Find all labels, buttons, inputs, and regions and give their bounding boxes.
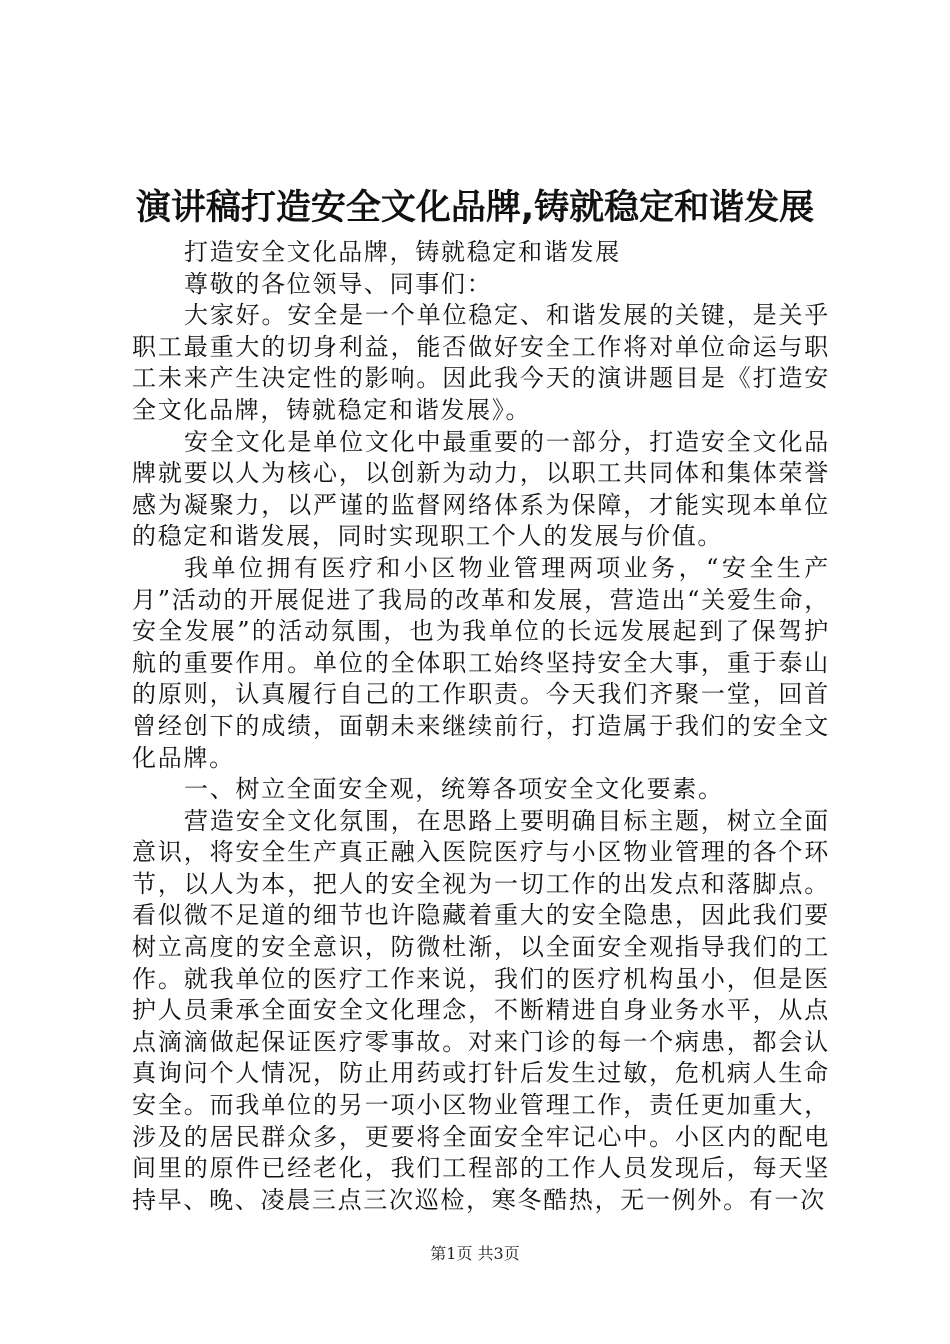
- body-paragraph-salutation: 尊敬的各位领导、同事们：: [184, 269, 493, 298]
- body-paragraph-subtitle: 打造安全文化品牌，铸就稳定和谐发展: [184, 238, 621, 266]
- document-title: 演讲稿打造安全文化品牌,铸就稳定和谐发展: [135, 188, 815, 228]
- page-number-footer: 第1页 共3页: [430, 1244, 520, 1263]
- body-paragraph: 营造安全文化氛围，在思路上要明确目标主题，树立全面意识，将安全生产真正融入医院医疗与小区物业管理的各个环节，以人为本，把人的安全视为一切工作的出发点和落脚点。看似微不足道的细节也许隐藏着重大的安全隐患，因此我们要树立高度的安全意识，防微杜渐，以全面安全观指导我们的工作。就我单位的医疗工作来说，我们的医疗机构虽小，但是医护人员秉承全面安全文化理念，不断精进自身业务水平，从点点滴滴做起保证医疗零事故。对来门诊的每一个病患，都会认真询问个人情况，防止用药或打针后发生过敏，危机病人生命安全。而我单位的另一项小区物业管理工作，责任更加重大，涉及的居民群众多，更要将全面安全牢记心中。小区内的配电间里的原件已经老化，我们工程部的工作人员发现后，每天坚持早、晚、凌晨三点三次巡检，寒冬酷热，无一例外。有一次: [132, 806, 830, 1214]
- section-heading: 一、树立全面安全观，统筹各项安全文化要素。: [184, 775, 724, 804]
- document-body: [132, 237, 830, 1216]
- body-paragraph: 我单位拥有医疗和小区物业管理两项业务，“安全生产月”活动的开展促进了我局的改革和发展，营造出“关爱生命，安全发展”的活动氛围，也为我单位的长远发展起到了保驾护航的重要作用。单位的全体职工始终坚持安全大事，重于泰山的原则，认真履行自己的工作职责。今天我们齐聚一堂，回首曾经创下的成绩，面朝未来继续前行，打造属于我们的安全文化品牌。: [132, 553, 830, 772]
- body-paragraph: 大家好。安全是一个单位稳定、和谐发展的关键，是关乎职工最重大的切身利益，能否做好安全工作将对单位命运与职工未来产生决定性的影响。因此我今天的演讲题目是《打造安全文化品牌，铸就稳定和谐发展》。: [132, 301, 830, 424]
- body-paragraph: 安全文化是单位文化中最重要的一部分，打造安全文化品牌就要以人为核心，以创新为动力，以职工共同体和集体荣誉感为凝聚力，以严谨的监督网络体系为保障，才能实现本单位的稳定和谐发展，同时实现职工个人的发展与价值。: [132, 427, 830, 551]
